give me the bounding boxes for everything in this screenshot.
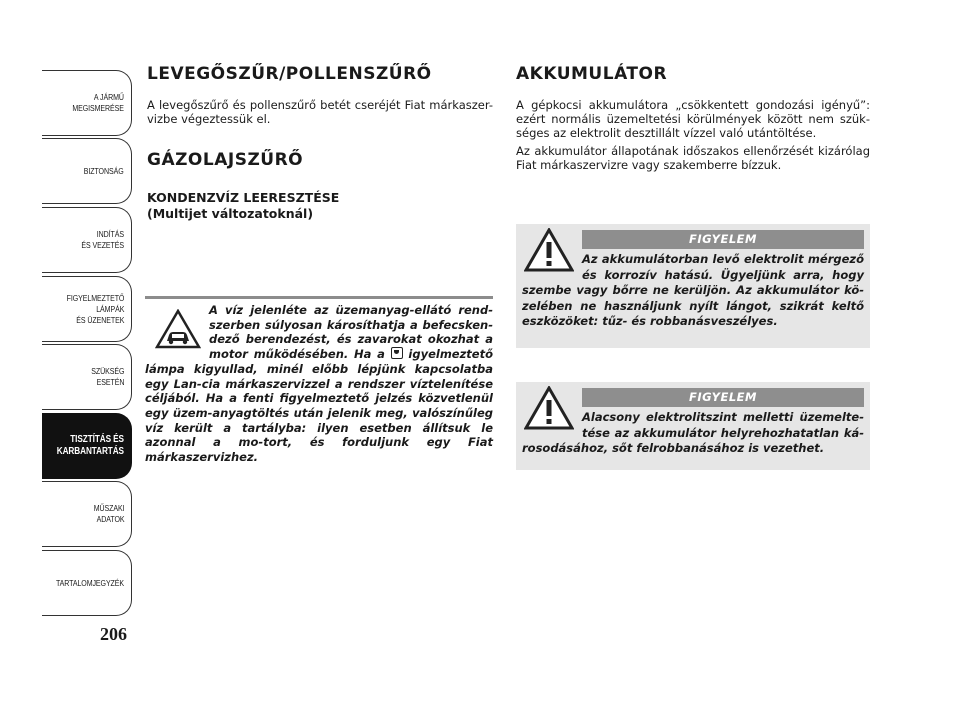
tab-maintenance[interactable] [42, 413, 132, 479]
battery-warning-box-1 [516, 224, 870, 348]
tab-technical-data[interactable] [42, 481, 132, 547]
battery-text-1: A gépkocsi akkumulátora „csökkentett gondozási igényű”: ezért normális üzemeltetési körülmények között nem szük-séges az elektrolit desztillált vízzel való utántöltése. [516, 98, 870, 140]
tab-safety[interactable] [42, 138, 132, 204]
left-column [147, 64, 493, 222]
section-title-air-filter: LEVEGŐSZŰR/POLLENSZŰRŐ [147, 64, 432, 84]
tab-index[interactable] [42, 550, 132, 616]
tab-label: MŰSZAKI ADATOK [93, 503, 124, 524]
section-title-battery: AKKUMULÁTOR [516, 64, 668, 84]
warning-triangle-icon [524, 386, 574, 430]
section-title-fuel-filter: GÁZOLAJSZŰRŐ [147, 150, 304, 170]
tab-label: TISZTÍTÁS ÉS KARBANTARTÁS [56, 434, 124, 457]
subsection-subtitle: (Multijet változatoknál) [147, 206, 314, 221]
right-column [516, 64, 870, 172]
warning-text: Az akkumulátorban levő elektrolit mérgező és korrozív hatású. Ügyeljünk arra, hogy szembe vagy bőrre ne kerüljön. Az akkumulátor kö-zelében ne használjunk nyílt lángot, szikrát keltő eszközöket: tűz- és robbanásveszélyes. [522, 252, 864, 328]
tab-label: BIZTONSÁG [84, 165, 124, 176]
tab-starting-driving[interactable] [42, 207, 132, 273]
warning-text-part2: igyelmeztető lámpa kigyullad, minél előbb lépjünk kapcsolatba egy Lan-cia márkaszervizzel a rendszer víztelenítése céljából. Ha a fenti figyelmeztető jelzés közvetlenül egy üzem-anyagtöltés után jelenik meg, valószínűleg víz került a tartályba: ilyen esetben állítsuk le azonnal a mo-tort, és forduljunk egy Fiat márkaszervizhez. [145, 347, 493, 465]
tab-emergency[interactable] [42, 344, 132, 410]
battery-text-2: Az akkumulátor állapotának időszakos ellenőrzését kizárólag Fiat márkaszervizre vagy szakemberre bízzuk. [516, 144, 870, 172]
subsection-title: KONDENZVÍZ LEERESZTÉSE [147, 190, 340, 205]
warning-text: Alacsony elektrolitszint melletti üzemelte-tése az akkumulátor helyrehozhatatlan ká-rosodásához, sőt felrobbanásához is vezethet. [522, 410, 864, 455]
tab-label: A JÁRMŰ MEGISMERÉSE [72, 92, 124, 113]
tab-label: SZÜKSÉG ESETÉN [90, 366, 124, 387]
tab-vehicle-overview[interactable] [42, 70, 132, 136]
tab-label: FIGYELMEZTETŐ LÁMPÁK ÉS ÜZENETEK [66, 292, 124, 325]
warning-text-part1: A víz jelenléte az üzemanyag-ellátó rend-szerben súlyosan károsíthatja a befecsken-dező berendezést, és zavarokat okozhat a motor működésében. Ha a [209, 303, 493, 362]
water-in-fuel-icon [391, 347, 403, 359]
tab-warning-lights[interactable] [42, 276, 132, 342]
battery-warning-box-2 [516, 382, 870, 470]
page-number: 206 [100, 624, 127, 644]
fuel-water-warning [145, 296, 493, 465]
warning-heading: FIGYELEM [582, 230, 864, 249]
warning-heading: FIGYELEM [582, 388, 864, 407]
tab-label: TARTALOMJEGYZÉK [55, 577, 124, 588]
air-filter-text: A levegőszűrő és pollenszűrő betét cseréjét Fiat márkaszer-vizbe végeztessük el. [147, 98, 493, 126]
car-warning-icon [155, 309, 201, 349]
tab-label: INDÍTÁS ÉS VEZETÉS [81, 229, 124, 250]
warning-triangle-icon [524, 228, 574, 272]
